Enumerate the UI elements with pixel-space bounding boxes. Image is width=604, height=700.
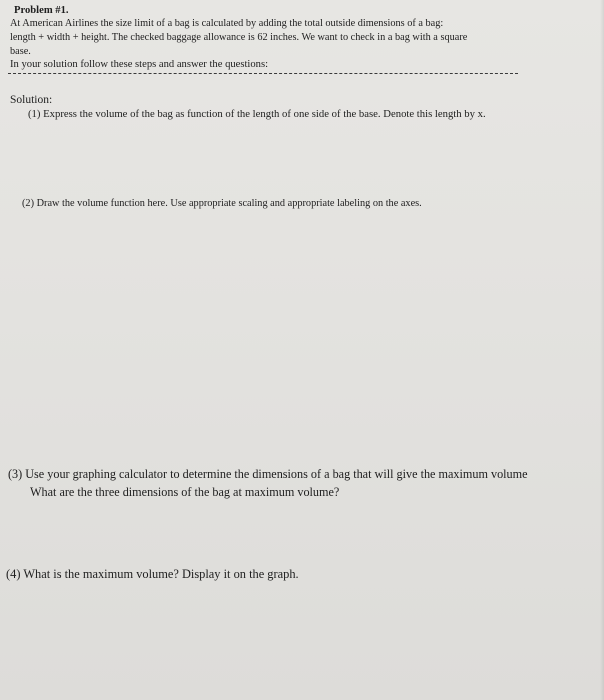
problem-instructions: In your solution follow these steps and answer the questions: (10, 59, 269, 70)
problem-intro-line-1: At American Airlines the size limit of a bag is calculated by adding the total outside dimensions of a bag: (10, 18, 444, 29)
dashed-divider (8, 73, 518, 74)
step-1-question: (1) Express the volume of the bag as function of the length of one side of the base. Denote this length by x. (28, 108, 486, 120)
step-2-question: (2) Draw the volume function here. Use appropriate scaling and appropriate labeling on the axes. (22, 198, 422, 209)
problem-heading: Problem #1. (14, 5, 69, 16)
page-edge-shadow (600, 0, 604, 700)
problem-intro-line-3: base. (10, 46, 31, 57)
step-3-question-line-1: (3) Use your graphing calculator to determine the dimensions of a bag that will give the maximum volume (8, 467, 528, 481)
problem-intro-line-2: length + width + height. The checked baggage allowance is 62 inches. We want to check in a bag with a square (10, 32, 468, 43)
solution-label: Solution: (10, 94, 53, 106)
step-4-question: (4) What is the maximum volume? Display it on the graph. (6, 567, 299, 581)
step-3-question-line-2: What are the three dimensions of the bag at maximum volume? (30, 485, 340, 499)
